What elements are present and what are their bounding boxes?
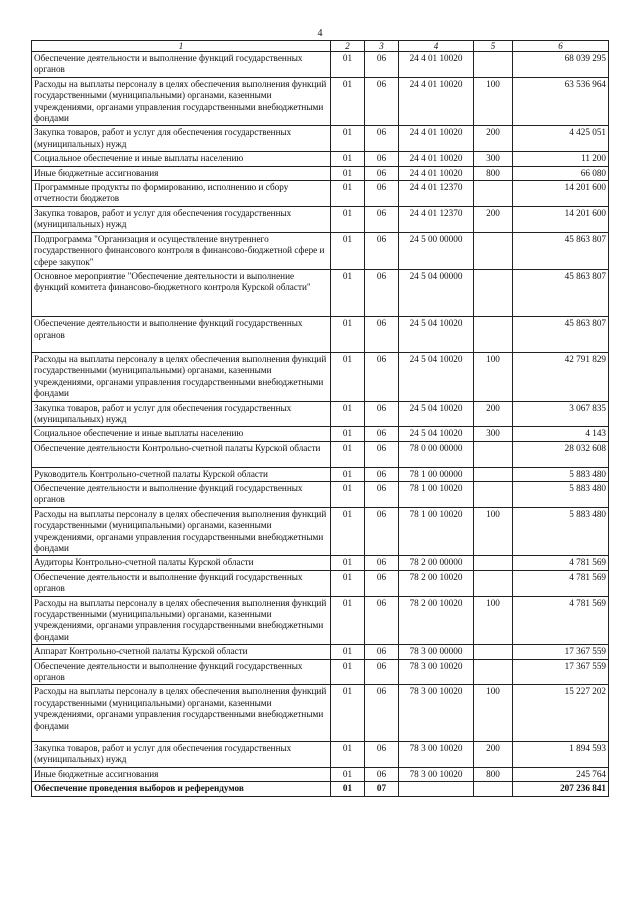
row-name-cell: Программные продукты по формированию, исполнению и сбору отчетности бюджетов [32, 181, 331, 207]
row-subsection-cell: 07 [365, 782, 399, 796]
table-row [32, 570, 609, 596]
row-section-cell: 01 [331, 659, 365, 685]
row-amount-cell: 4 781 569 [513, 570, 609, 596]
table-row [32, 77, 609, 126]
table-row [32, 441, 609, 467]
row-expense-type-cell: 200 [474, 126, 513, 152]
row-name-cell: Закупка товаров, работ и услуг для обеспечения государственных (муниципальных) нужд [32, 401, 331, 427]
row-target-article-cell: 24 4 01 10020 [399, 166, 474, 180]
row-section-cell: 01 [331, 767, 365, 781]
row-amount-cell: 4 143 [513, 427, 609, 441]
row-section-cell: 01 [331, 481, 365, 507]
table-row [32, 126, 609, 152]
row-subsection-cell: 06 [365, 742, 399, 768]
row-target-article-cell: 78 3 00 10020 [399, 742, 474, 768]
row-name-cell: Обеспечение деятельности и выполнение функций государственных органов [32, 52, 331, 78]
row-expense-type-cell [474, 645, 513, 659]
row-subsection-cell: 06 [365, 52, 399, 78]
row-expense-type-cell: 100 [474, 507, 513, 556]
table-row [32, 232, 609, 269]
row-section-cell: 01 [331, 427, 365, 441]
row-target-article-cell: 24 5 04 10020 [399, 352, 474, 401]
row-subsection-cell: 06 [365, 467, 399, 481]
row-target-article-cell: 24 5 04 10020 [399, 317, 474, 353]
column-header-3: 3 [365, 41, 399, 52]
row-expense-type-cell [474, 441, 513, 467]
row-target-article-cell: 24 4 01 10020 [399, 52, 474, 78]
row-section-cell: 01 [331, 166, 365, 180]
table-row [32, 645, 609, 659]
row-target-article-cell: 78 1 00 10020 [399, 507, 474, 556]
row-subsection-cell: 06 [365, 556, 399, 570]
row-section-cell: 01 [331, 401, 365, 427]
row-expense-type-cell [474, 659, 513, 685]
row-section-cell: 01 [331, 782, 365, 796]
column-header-4: 4 [399, 41, 474, 52]
row-expense-type-cell: 200 [474, 742, 513, 768]
table-row [32, 427, 609, 441]
row-target-article-cell: 24 4 01 10020 [399, 77, 474, 126]
row-name-cell: Обеспечение деятельности и выполнение функций государственных органов [32, 570, 331, 596]
row-target-article-cell: 24 5 04 00000 [399, 269, 474, 316]
row-target-article-cell: 24 4 01 12370 [399, 206, 474, 232]
row-amount-cell: 245 764 [513, 767, 609, 781]
row-subsection-cell: 06 [365, 645, 399, 659]
row-target-article-cell: 24 5 04 10020 [399, 401, 474, 427]
row-amount-cell: 4 425 051 [513, 126, 609, 152]
row-name-cell: Обеспечение деятельности и выполнение функций государственных органов [32, 481, 331, 507]
row-amount-cell: 4 781 569 [513, 556, 609, 570]
row-section-cell: 01 [331, 152, 365, 166]
table-row [32, 269, 609, 316]
row-subsection-cell: 06 [365, 77, 399, 126]
row-subsection-cell: 06 [365, 570, 399, 596]
row-name-cell: Аппарат Контрольно-счетной палаты Курской области [32, 645, 331, 659]
table-row [32, 659, 609, 685]
table-row [32, 767, 609, 781]
row-name-cell: Закупка товаров, работ и услуг для обеспечения государственных (муниципальных) нужд [32, 126, 331, 152]
row-amount-cell: 14 201 600 [513, 181, 609, 207]
row-target-article-cell: 78 3 00 10020 [399, 659, 474, 685]
row-target-article-cell: 24 5 00 00000 [399, 232, 474, 269]
row-amount-cell: 45 863 807 [513, 232, 609, 269]
row-expense-type-cell [474, 269, 513, 316]
row-name-cell: Обеспечение деятельности и выполнение функций государственных органов [32, 317, 331, 353]
row-section-cell: 01 [331, 317, 365, 353]
row-amount-cell: 17 367 559 [513, 659, 609, 685]
row-name-cell: Обеспечение деятельности и выполнение функций государственных органов [32, 659, 331, 685]
column-header-6: 6 [513, 41, 609, 52]
row-name-cell: Аудиторы Контрольно-счетной палаты Курской области [32, 556, 331, 570]
row-expense-type-cell [474, 181, 513, 207]
row-subsection-cell: 06 [365, 166, 399, 180]
row-section-cell: 01 [331, 685, 365, 742]
row-name-cell: Расходы на выплаты персоналу в целях обеспечения выполнения функций государственными (муниципальными) органами, казенными учреждениями, органами управления государственными внебюджетными фондами [32, 77, 331, 126]
row-name-cell: Подпрограмма "Организация и осуществление внутреннего государственного финансового контроля в финансово-бюджетной сфере и сфере закупок" [32, 232, 331, 269]
column-header-5: 5 [474, 41, 513, 52]
row-amount-cell: 66 080 [513, 166, 609, 180]
row-section-cell: 01 [331, 441, 365, 467]
row-expense-type-cell [474, 782, 513, 796]
row-amount-cell: 3 067 835 [513, 401, 609, 427]
row-target-article-cell: 78 3 00 10020 [399, 767, 474, 781]
row-name-cell: Иные бюджетные ассигнования [32, 166, 331, 180]
row-expense-type-cell: 100 [474, 596, 513, 645]
row-section-cell: 01 [331, 570, 365, 596]
row-subsection-cell: 06 [365, 507, 399, 556]
row-name-cell: Закупка товаров, работ и услуг для обеспечения государственных (муниципальных) нужд [32, 742, 331, 768]
row-amount-cell: 5 883 480 [513, 507, 609, 556]
row-section-cell: 01 [331, 467, 365, 481]
row-subsection-cell: 06 [365, 269, 399, 316]
row-subsection-cell: 06 [365, 317, 399, 353]
row-section-cell: 01 [331, 52, 365, 78]
row-target-article-cell: 78 2 00 10020 [399, 570, 474, 596]
row-section-cell: 01 [331, 645, 365, 659]
table-row [32, 507, 609, 556]
row-expense-type-cell: 100 [474, 685, 513, 742]
row-target-article-cell: 78 1 00 00000 [399, 467, 474, 481]
row-subsection-cell: 06 [365, 767, 399, 781]
row-amount-cell: 45 863 807 [513, 269, 609, 316]
row-amount-cell: 15 227 202 [513, 685, 609, 742]
table-row [32, 556, 609, 570]
row-name-cell: Основное мероприятие "Обеспечение деятельности и выполнение функций комитета финансово-бюджетного контроля Курской области" [32, 269, 331, 316]
row-amount-cell: 4 781 569 [513, 596, 609, 645]
row-amount-cell: 68 039 295 [513, 52, 609, 78]
table-row [32, 481, 609, 507]
row-target-article-cell: 78 0 00 00000 [399, 441, 474, 467]
row-section-cell: 01 [331, 556, 365, 570]
row-amount-cell: 45 863 807 [513, 317, 609, 353]
table-row [32, 166, 609, 180]
table-row [32, 152, 609, 166]
row-section-cell: 01 [331, 352, 365, 401]
row-section-cell: 01 [331, 232, 365, 269]
row-section-cell: 01 [331, 206, 365, 232]
row-name-cell: Социальное обеспечение и иные выплаты населению [32, 152, 331, 166]
row-subsection-cell: 06 [365, 481, 399, 507]
row-subsection-cell: 06 [365, 206, 399, 232]
row-subsection-cell: 06 [365, 596, 399, 645]
row-section-cell: 01 [331, 126, 365, 152]
row-section-cell: 01 [331, 507, 365, 556]
budget-table-body [32, 41, 609, 797]
row-expense-type-cell: 100 [474, 352, 513, 401]
row-target-article-cell: 78 3 00 10020 [399, 685, 474, 742]
row-subsection-cell: 06 [365, 659, 399, 685]
row-amount-cell: 17 367 559 [513, 645, 609, 659]
row-expense-type-cell [474, 556, 513, 570]
row-expense-type-cell: 800 [474, 767, 513, 781]
row-amount-cell: 1 894 593 [513, 742, 609, 768]
row-name-cell: Иные бюджетные ассигнования [32, 767, 331, 781]
row-expense-type-cell: 100 [474, 77, 513, 126]
row-subsection-cell: 06 [365, 126, 399, 152]
row-target-article-cell: 78 3 00 00000 [399, 645, 474, 659]
row-amount-cell: 14 201 600 [513, 206, 609, 232]
row-section-cell: 01 [331, 269, 365, 316]
row-subsection-cell: 06 [365, 685, 399, 742]
row-amount-cell: 5 883 480 [513, 481, 609, 507]
row-amount-cell: 42 791 829 [513, 352, 609, 401]
row-subsection-cell: 06 [365, 232, 399, 269]
table-row [32, 782, 609, 796]
column-header-2: 2 [331, 41, 365, 52]
table-row [32, 206, 609, 232]
column-header-1: 1 [32, 41, 331, 52]
budget-table [31, 40, 609, 797]
row-expense-type-cell [474, 232, 513, 269]
row-name-cell: Руководитель Контрольно-счетной палаты Курской области [32, 467, 331, 481]
table-row [32, 401, 609, 427]
row-expense-type-cell: 200 [474, 206, 513, 232]
row-target-article-cell: 24 5 04 10020 [399, 427, 474, 441]
row-subsection-cell: 06 [365, 427, 399, 441]
row-expense-type-cell: 200 [474, 401, 513, 427]
table-row [32, 181, 609, 207]
page-number: 4 [317, 28, 323, 39]
row-target-article-cell: 24 4 01 10020 [399, 126, 474, 152]
row-name-cell: Обеспечение проведения выборов и референдумов [32, 782, 331, 796]
row-name-cell: Расходы на выплаты персоналу в целях обеспечения выполнения функций государственными (муниципальными) органами, казенными учреждениями, органами управления государственными внебюджетными фондами [32, 352, 331, 401]
row-amount-cell: 11 200 [513, 152, 609, 166]
row-section-cell: 01 [331, 181, 365, 207]
row-expense-type-cell [474, 481, 513, 507]
table-row [32, 467, 609, 481]
table-row [32, 317, 609, 353]
row-subsection-cell: 06 [365, 352, 399, 401]
row-target-article-cell: 24 4 01 12370 [399, 181, 474, 207]
row-expense-type-cell: 300 [474, 427, 513, 441]
row-name-cell: Обеспечение деятельности Контрольно-счетной палаты Курской области [32, 441, 331, 467]
column-number-row [32, 41, 609, 52]
row-subsection-cell: 06 [365, 152, 399, 166]
row-target-article-cell: 24 4 01 10020 [399, 152, 474, 166]
row-name-cell: Закупка товаров, работ и услуг для обеспечения государственных (муниципальных) нужд [32, 206, 331, 232]
row-expense-type-cell [474, 317, 513, 353]
table-row [32, 52, 609, 78]
row-expense-type-cell [474, 52, 513, 78]
row-name-cell: Социальное обеспечение и иные выплаты населению [32, 427, 331, 441]
table-row [32, 685, 609, 742]
row-subsection-cell: 06 [365, 181, 399, 207]
table-row [32, 596, 609, 645]
row-target-article-cell: 78 2 00 10020 [399, 596, 474, 645]
row-target-article-cell [399, 782, 474, 796]
row-expense-type-cell: 800 [474, 166, 513, 180]
row-amount-cell: 207 236 841 [513, 782, 609, 796]
row-target-article-cell: 78 2 00 00000 [399, 556, 474, 570]
row-amount-cell: 63 536 964 [513, 77, 609, 126]
row-section-cell: 01 [331, 77, 365, 126]
row-section-cell: 01 [331, 596, 365, 645]
row-subsection-cell: 06 [365, 441, 399, 467]
row-name-cell: Расходы на выплаты персоналу в целях обеспечения выполнения функций государственными (муниципальными) органами, казенными учреждениями, органами управления государственными внебюджетными фондами [32, 507, 331, 556]
row-target-article-cell: 78 1 00 10020 [399, 481, 474, 507]
row-amount-cell: 5 883 480 [513, 467, 609, 481]
row-amount-cell: 28 032 608 [513, 441, 609, 467]
row-expense-type-cell [474, 570, 513, 596]
table-row [32, 352, 609, 401]
row-name-cell: Расходы на выплаты персоналу в целях обеспечения выполнения функций государственными (муниципальными) органами, казенными учреждениями, органами управления государственными внебюджетными фондами [32, 685, 331, 742]
row-name-cell: Расходы на выплаты персоналу в целях обеспечения выполнения функций государственными (муниципальными) органами, казенными учреждениями, органами управления государственными внебюджетными фондами [32, 596, 331, 645]
row-section-cell: 01 [331, 742, 365, 768]
row-subsection-cell: 06 [365, 401, 399, 427]
row-expense-type-cell: 300 [474, 152, 513, 166]
table-row [32, 742, 609, 768]
row-expense-type-cell [474, 467, 513, 481]
